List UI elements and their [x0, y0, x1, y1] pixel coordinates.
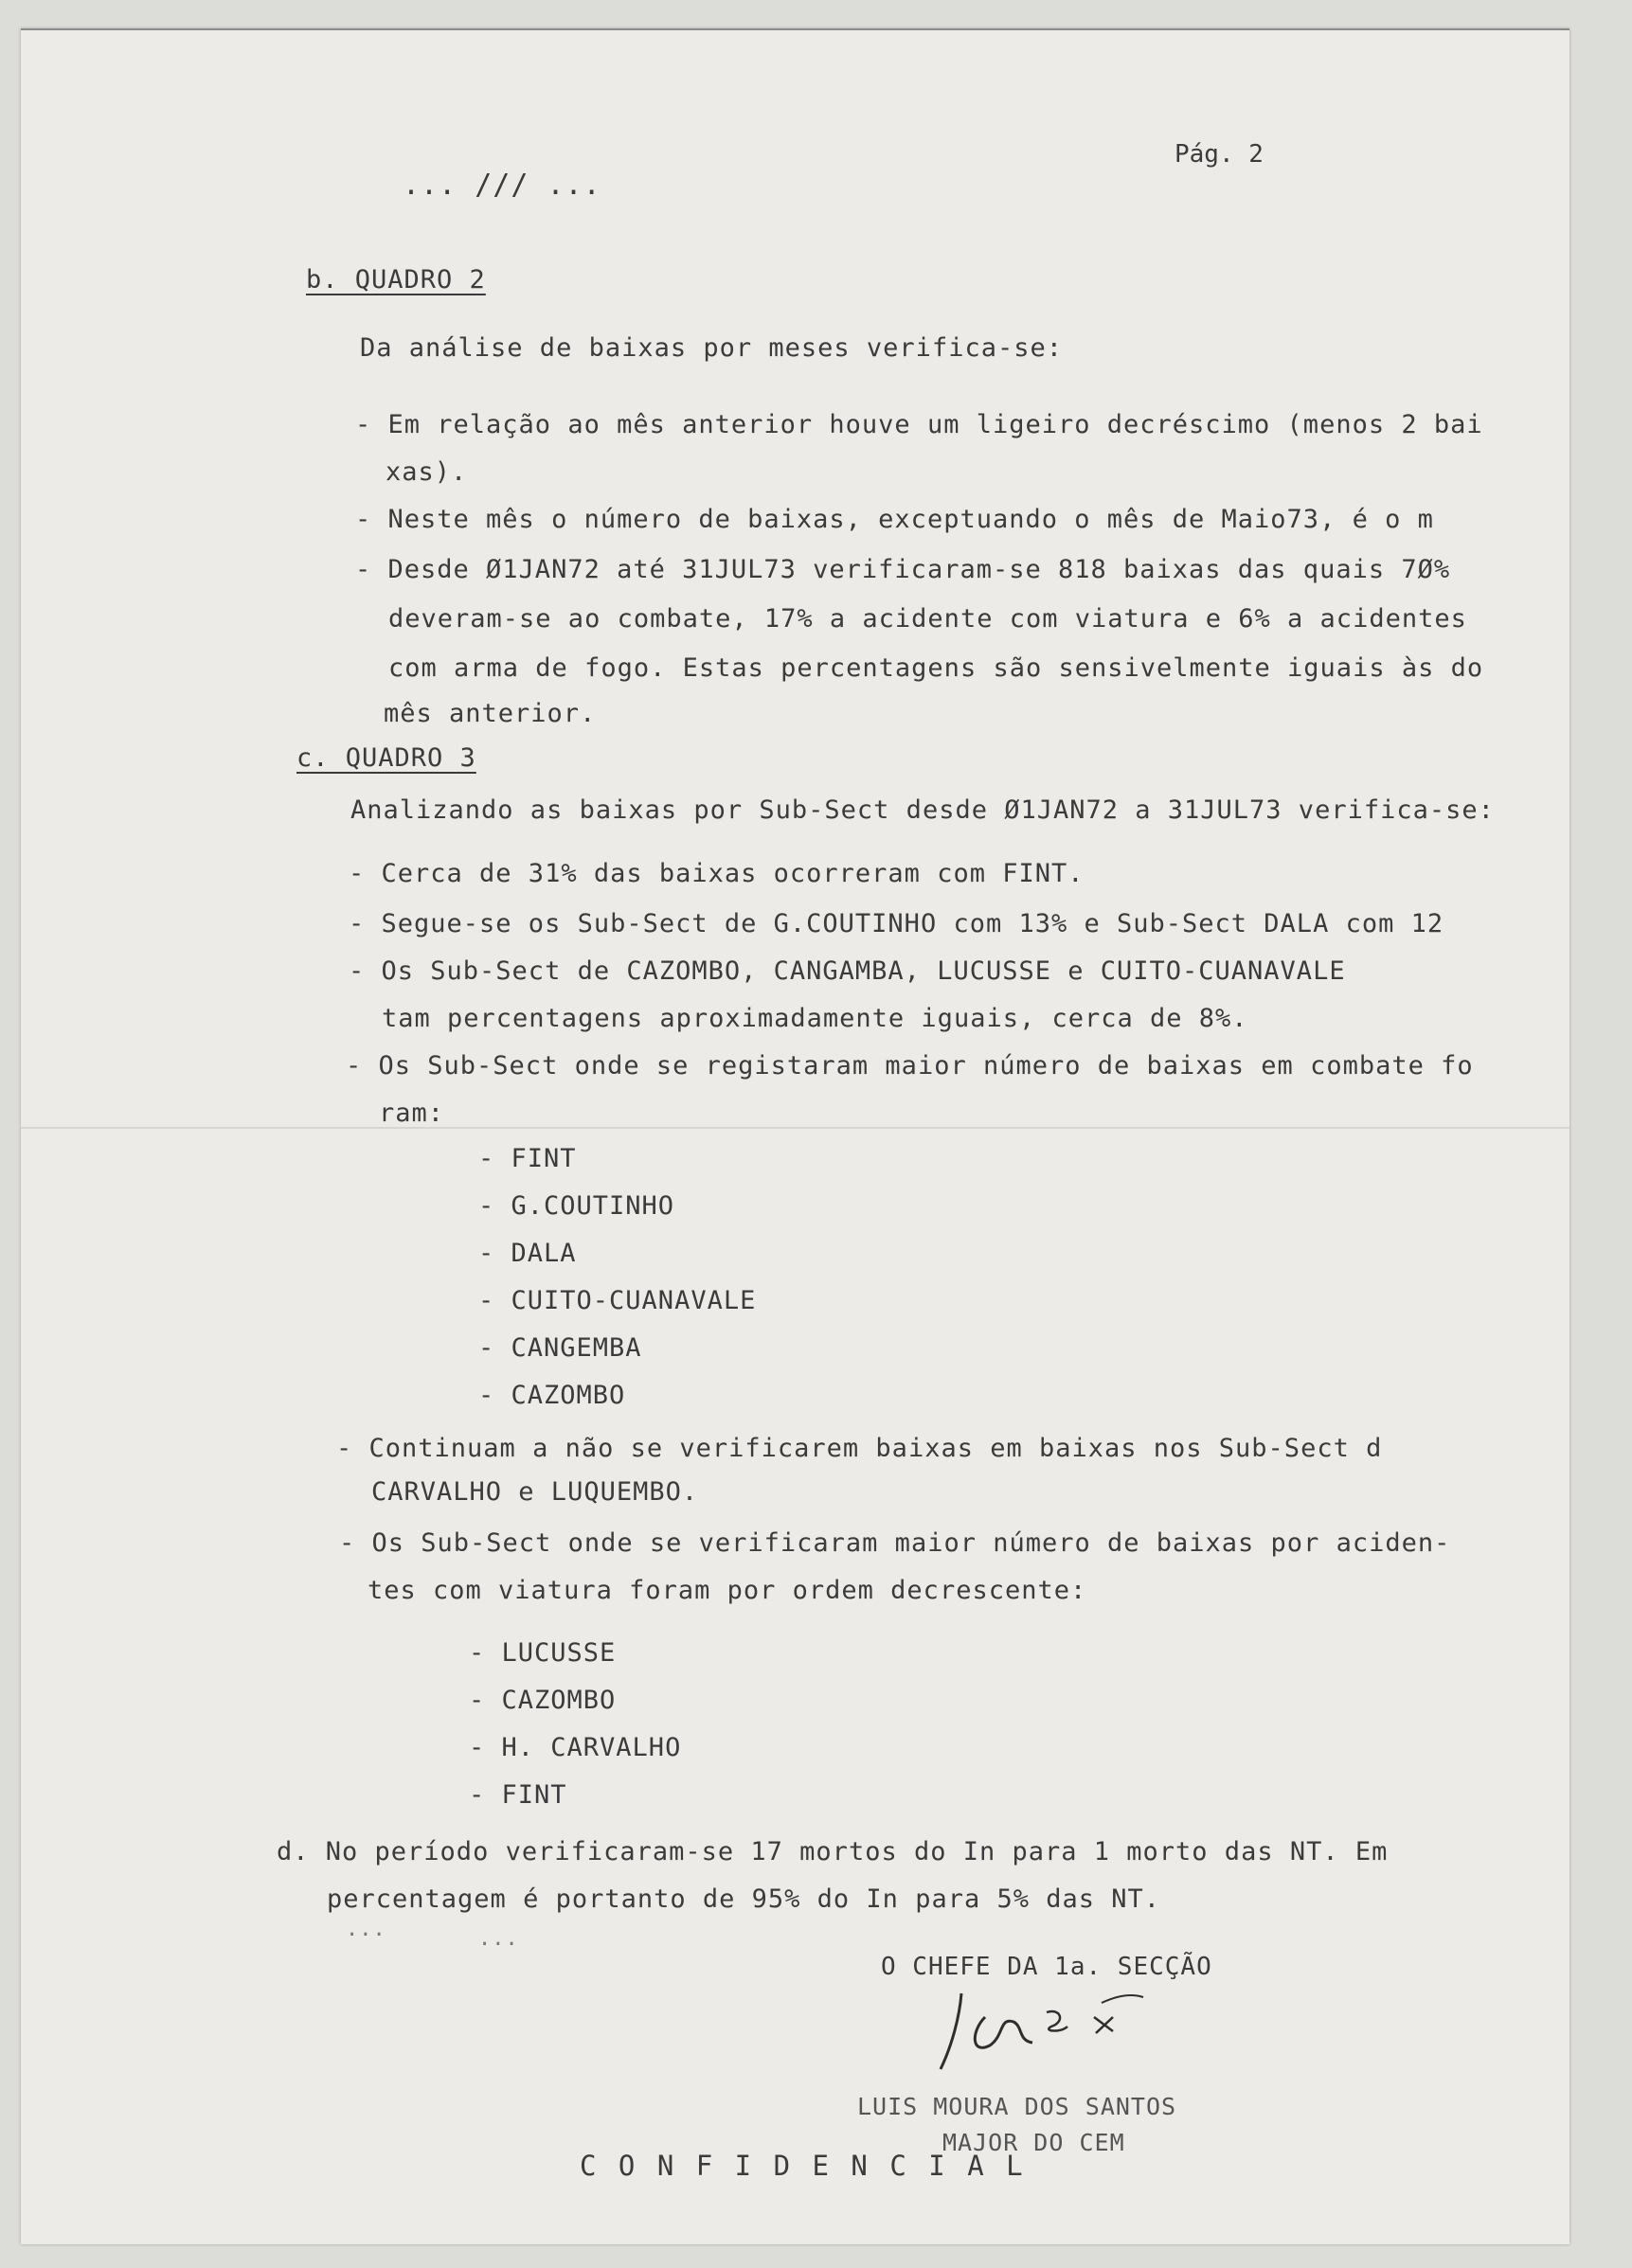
continuation-mark: ... /// ... — [403, 169, 601, 202]
section-c-intro: Analizando as baixas por Sub-Sect desde Ø1JAN72 a 31JUL73 verifica-se: — [350, 795, 1495, 825]
combat-list-item: - CANGEMBA — [478, 1333, 642, 1363]
section-d-line: d. No período verificaram-se 17 mortos do In para 1 morto das NT. Em — [277, 1837, 1389, 1866]
section-c-line: - Cerca de 31% das baixas ocorreram com FINT. — [349, 859, 1085, 888]
vehicle-list-item: - H. CARVALHO — [469, 1733, 682, 1762]
section-c-line: - Segue-se os Sub-Sect de G.COUTINHO com 13% e Sub-Sect DALA com 12 — [349, 909, 1444, 938]
combat-list-item: - FINT — [478, 1144, 577, 1173]
top-edge-line — [21, 28, 1569, 30]
section-b-line: - Neste mês o número de baixas, exceptuando o mês de Maio73, é o m — [355, 505, 1434, 534]
section-c-line: tam percentagens aproximadamente iguais, cerca de 8%. — [382, 1004, 1248, 1033]
combat-list-item: - CUITO-CUANAVALE — [478, 1286, 757, 1315]
section-c-heading: c. QUADRO 3 — [296, 743, 476, 773]
section-c-line: tes com viatura foram por ordem decrescente: — [368, 1576, 1087, 1605]
ellipsis: ... — [478, 1927, 519, 1951]
section-b-line: deveram-se ao combate, 17% a acidente com viatura e 6% a acidentes — [388, 604, 1467, 634]
fold-line — [21, 1127, 1569, 1129]
signatory-rank: MAJOR DO CEM — [942, 2129, 1125, 2156]
section-b-line: - Em relação ao mês anterior houve um ligeiro decréscimo (menos 2 bai — [355, 410, 1483, 439]
section-d-line: percentagem é portanto de 95% do In para 5% das NT. — [327, 1884, 1161, 1914]
combat-list-item: - CAZOMBO — [478, 1381, 626, 1410]
section-b-intro: Da análise de baixas por meses verifica-se: — [360, 333, 1063, 363]
vehicle-list-item: - CAZOMBO — [469, 1686, 617, 1715]
section-c-line: ram: — [379, 1098, 445, 1128]
section-c-line: - Os Sub-Sect onde se verificaram maior número de baixas por aciden- — [339, 1528, 1451, 1558]
handwritten-signature — [933, 1974, 1151, 2079]
section-c-line: - Os Sub-Sect onde se registaram maior número de baixas em combate fo — [346, 1051, 1474, 1080]
section-c-line: - Os Sub-Sect de CAZOMBO, CANGAMBA, LUCUSSE e CUITO-CUANAVALE — [349, 956, 1346, 986]
combat-list-item: - G.COUTINHO — [478, 1191, 675, 1221]
section-c-line: - Continuam a não se verificarem baixas em baixas nos Sub-Sect d — [336, 1434, 1383, 1463]
section-b-line: com arma de fogo. Estas percentagens são sensivelmente iguais às do — [388, 653, 1484, 683]
section-c-line: CARVALHO e LUQUEMBO. — [371, 1477, 699, 1507]
section-b-heading: b. QUADRO 2 — [306, 265, 486, 295]
classification-footer: C O N F I D E N C I A L — [580, 2150, 1026, 2182]
section-b-line: mês anterior. — [384, 699, 597, 728]
section-b-line: - Desde Ø1JAN72 até 31JUL73 verificaram-se 818 baixas das quais 7Ø% — [355, 555, 1451, 584]
ellipsis: ... — [346, 1918, 386, 1941]
combat-list-item: - DALA — [478, 1239, 577, 1268]
signatory-name: LUIS MOURA DOS SANTOS — [857, 2093, 1177, 2120]
page-number: Pág. 2 — [1175, 140, 1264, 169]
section-b-line: xas). — [386, 457, 468, 487]
vehicle-list-item: - FINT — [469, 1780, 567, 1810]
vehicle-list-item: - LUCUSSE — [469, 1638, 617, 1668]
signature-title: O CHEFE DA 1a. SECÇÃO — [881, 1953, 1212, 1981]
